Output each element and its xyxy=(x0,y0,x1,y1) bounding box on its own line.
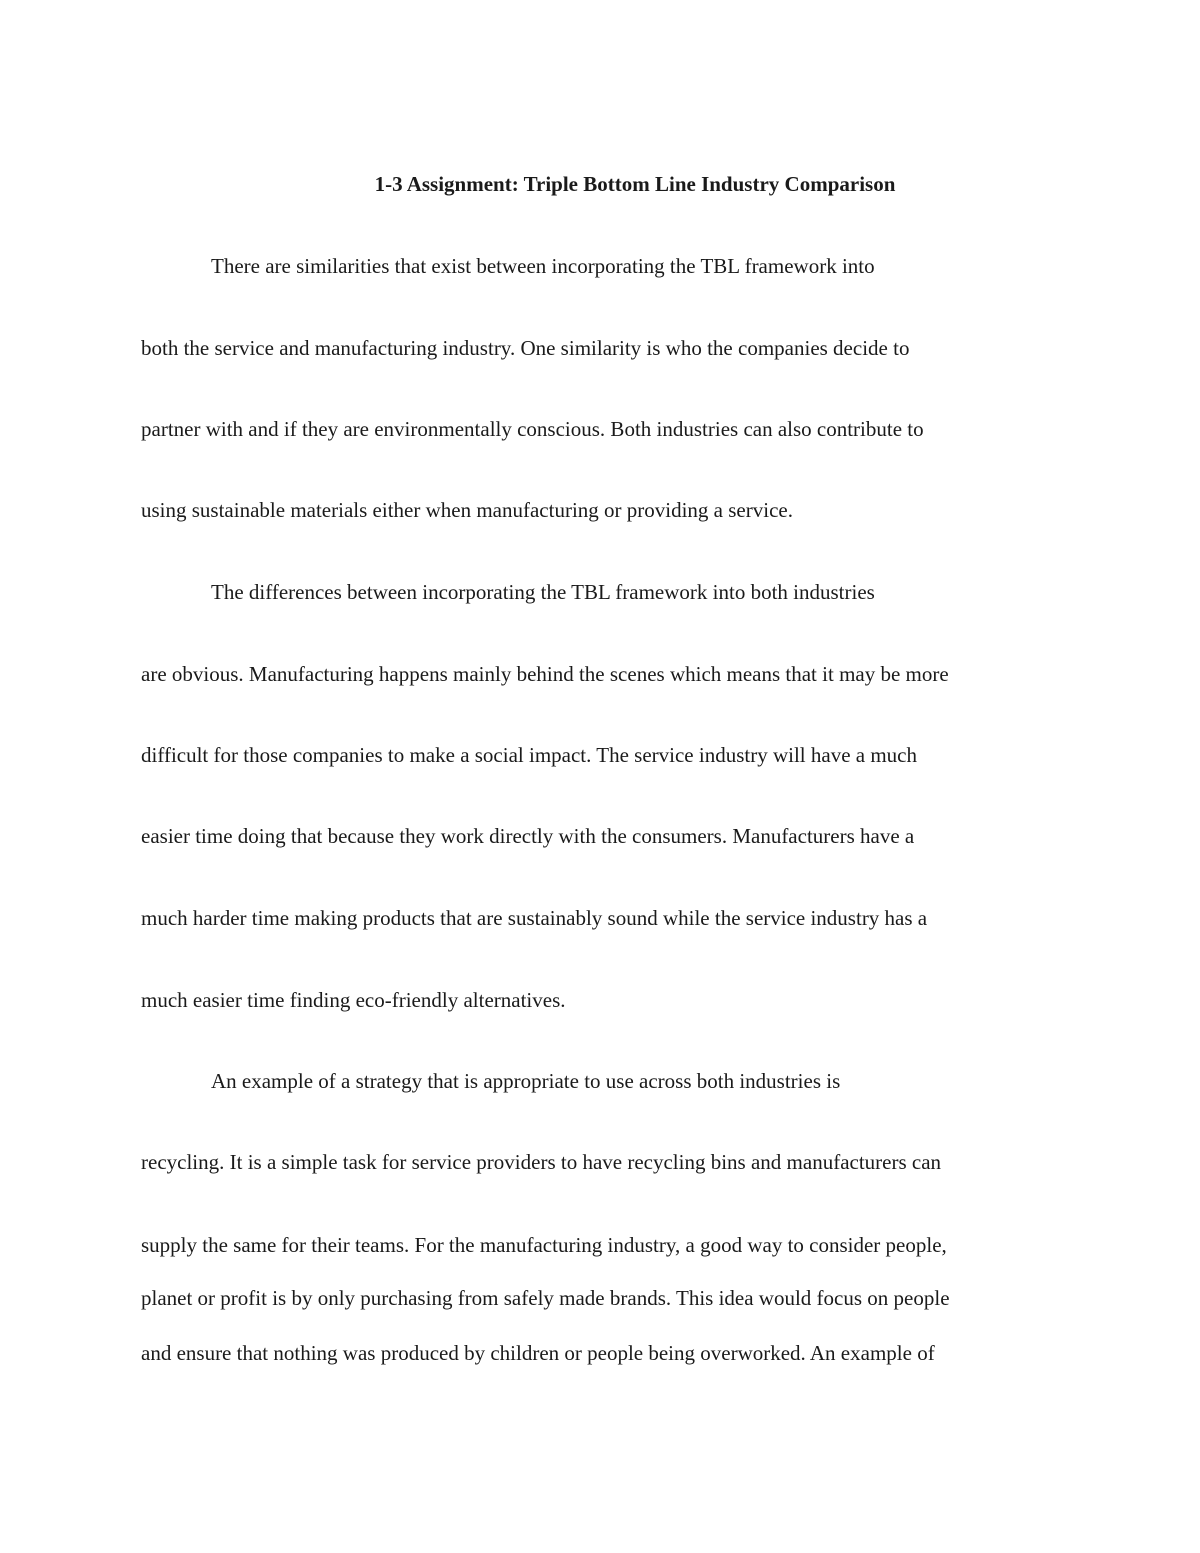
paragraph-2-line-3: difficult for those companies to make a social impact. The service industry will have a much xyxy=(141,743,917,767)
paragraph-3-line-5: and ensure that nothing was produced by children or people being overworked. An example of xyxy=(141,1341,935,1365)
paragraph-2-line-6: much easier time finding eco-friendly alternatives. xyxy=(141,988,566,1012)
paragraph-3-line-2: recycling. It is a simple task for service providers to have recycling bins and manufacturers can xyxy=(141,1150,942,1174)
paragraph-1-line-4: using sustainable materials either when manufacturing or providing a service. xyxy=(141,498,793,522)
paragraph-2-line-5: much harder time making products that are sustainably sound while the service industry has a xyxy=(141,906,928,930)
paragraph-1-line-3: partner with and if they are environmentally conscious. Both industries can also contribute to xyxy=(141,417,924,441)
paragraph-2-line-1: The differences between incorporating the TBL framework into both industries xyxy=(211,580,875,604)
paragraph-3-line-1: An example of a strategy that is appropriate to use across both industries is xyxy=(211,1069,841,1093)
paragraph-2-line-2: are obvious. Manufacturing happens mainly behind the scenes which means that it may be more xyxy=(141,662,949,686)
document-title: 1-3 Assignment: Triple Bottom Line Industry Comparison xyxy=(374,172,896,196)
paragraph-1-line-2: both the service and manufacturing industry. One similarity is who the companies decide to xyxy=(141,336,910,360)
paragraph-3-line-3: supply the same for their teams. For the manufacturing industry, a good way to consider people, xyxy=(141,1233,947,1257)
paragraph-1-line-1: There are similarities that exist between incorporating the TBL framework into xyxy=(211,254,875,278)
paragraph-2-line-4: easier time doing that because they work directly with the consumers. Manufacturers have a xyxy=(141,824,915,848)
paragraph-3-line-4: planet or profit is by only purchasing from safely made brands. This idea would focus on people xyxy=(141,1286,950,1310)
